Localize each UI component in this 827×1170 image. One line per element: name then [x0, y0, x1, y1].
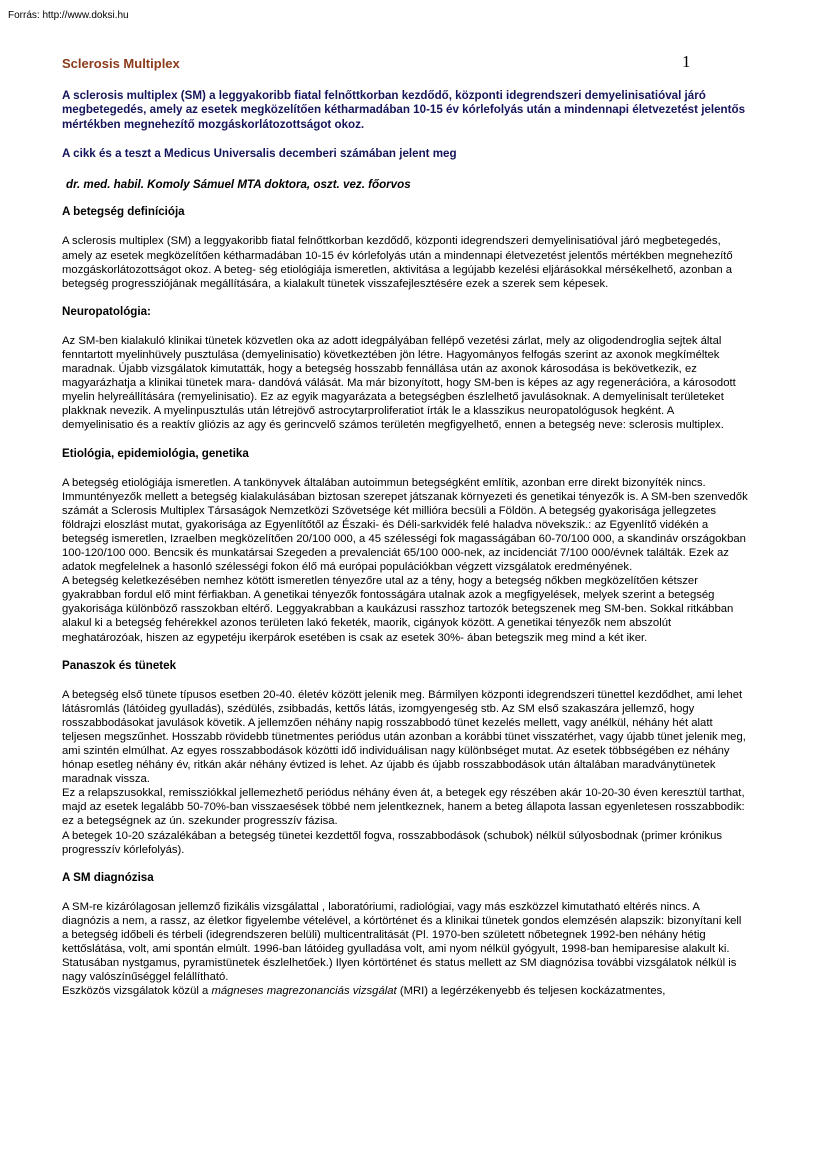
section-paragraph: Az SM-ben kialakuló klinikai tünetek közvetlen oka az adott idegpályában fellépő vezetési zárlat, mely az oligodendroglia sejtek által fenntartott myelinhüvely pusztulása (demyelinisatio) következtében jön létre. Hagyományos felfogás szerint az axonok megkíméltek maradnak. Újabb vizsgálatok kimutatták, hogy a betegség hosszabb fennállása után az axonok károsodása is bekövetkezik, ez magyarázhatja a klinikai tünetek mara- dandóvá válását. Ma már bizonyított, hogy SM-ben is képes az agy regenerációra, a károsodott myelin helyreállítására (remyelinisatio). Ez az egyik magyarázata a betegségben észlelhető javulásoknak. A demyelinisalt területeket plakknak nevezik. A myelinpusztulás után létrejövő astrocytarproliferatiot írták le a klasszikus neuropatológusok hegként. A demyelinisatio és a reaktív gliózis az agy és gerincvelő számos területén megfigyelhető, ennen a betegség neve: sclerosis multiplex. [62, 334, 736, 432]
page-number: 1 [682, 52, 691, 71]
section-paragraph: A betegség etiológiája ismeretlen. A tankönyvek általában autoimmun betegségként említik, azonban erre direkt bizonyíték nincs. Immuntényezők mellett a betegség kialakulásában biztosan szerepet játszanak környezeti és genetikai tényezők is. A SM-ben szenvedők számát a Sclerosis Multiplex Társaságok Nemzetközi Szövetsége két millióra becsüli a Földön. A betegség gyakorisága jellegzetes földrajzi eloszlást mutat, gyakorisága az Egyenlítőtől az Északi- és Déli-sarkvidék felé haladva növekszik.: az Egyenlítő vidékén a betegség ismeretlen, Izraelben megközelítően 20/100 000, a 45 szélességi fok magasságában 60-70/100 000, a skandináv országokban 100-120/100 000. Bencsik és munkatársai Szegeden a prevalenciát 65/100 000-nek, az incidenciát 7/100 000/évnek találták. Ezek az adatok megfelelnek a hasonló szélességi fokon élő má európai populációkban végzett vizsgálatok eredményének. [62, 476, 748, 574]
author-line: dr. med. habil. Komoly Sámuel MTA doktora, oszt. vez. főorvos [66, 178, 411, 192]
publication-notice: A cikk és a teszt a Medicus Universalis decemberi számában jelent meg [62, 146, 457, 160]
section-last-line [62, 984, 748, 998]
lead-paragraph: A sclerosis multiplex (SM) a leggyakoribb fiatal felnőttkorban kezdődő, központi idegrendszeri demyelinisatióval járó megbetegedés, amely az esetek megközelítően kétharmadában 10-15 év kórlefolyás után a mindennapi életvezetést jelentős mértékben megnehezítő mozgáskorlátozottságot okoz. [62, 89, 746, 131]
last-line-text: Eszközös vizsgálatok közül a [62, 985, 212, 998]
section-paragraph: A SM-re kizárólagosan jellemző fizikális vizsgálattal , laboratóriumi, radiológiai, vagy más eszközzel kimutatható eltérés nincs. A diagnózis a nem, a rassz, az életkor figyelembe vételével, a kórtörténet és a klinikai tünetek gondos elemzésén alapszik: bizonyítani kell a betegség időbeli és térbeli (idegrendszeren belüli) multicentralitását (Pl. 1970-ben született nőbetegnek 1992-ben néhány hétig kettőslátása, volt, ami spontán elmúlt. 1996-ban látóideg gyulladása volt, ami nyom nélkül gyógyult, 1998-ban hemiparesise alakult ki. Statusában nystgamus, pyramistünetek észlelhetőek.) Ilyen kórtörténet és status mellett az SM diagnózisa további vizsgálatok nélkül is nagy valószínűséggel felállítható. [62, 900, 742, 984]
section-definition [62, 205, 748, 290]
section-paragraph: A betegség első tünete típusos esetben 20-40. életév között jelenik meg. Bármilyen központi idegrendszeri tünettel kezdődhet, ami lehet látásromlás (látóideg gyulladás), szédülés, zsibbadás, kettős látás, izomgyengeség stb. Az SM első szakaszára jellemző, hogy rosszabbodásokat javulások követik. A jellemzően néhány napig rosszabbodó tünet kezelés mellett, vagy anélkül, néhány hét alatt teljesen megszűnhet. Hosszabb rövidebb tünetmentes periódus után azonban a korábbi tünet visszatérhet, vagy újabb tünet jelenik meg, ami szintén elmúlhat. Az egyes rosszabbodások közötti idő individuálisan nagy különbséget mutat. Az esetek többségében ez néhány hónap esetleg néhány év, ritkán akár néhány évtized is lehet. Az újabb és újabb rosszabbodások után általában maradványtünetek maradnak vissza. [62, 688, 746, 786]
source-line: Forrás: http://www.doksi.hu [8, 10, 129, 21]
section-symptoms [62, 659, 748, 857]
section-heading: A betegség definíciója [62, 205, 185, 219]
section-etiology [62, 447, 748, 645]
section-heading: Neuropatológia: [62, 304, 151, 318]
document-title: Sclerosis Multiplex [62, 56, 180, 71]
section-neuropathology [62, 305, 748, 433]
document-body [62, 56, 748, 998]
section-heading: A SM diagnózisa [62, 870, 154, 884]
last-line-text-end: (MRI) a legérzékenyebb és teljesen kockázatmentes, [396, 985, 666, 998]
section-paragraph: A betegek 10-20 százalékában a betegség tünetei kezdettől fogva, rosszabbodások (schubok) nélkül súlyosbodnak (primer krónikus progresszív kórlefolyás). [62, 829, 723, 856]
section-heading: Etiológia, epidemiológia, genetika [62, 446, 249, 460]
section-paragraph: A betegség keletkezésében nemhez kötött ismeretlen tényezőre utal az a tény, hogy a betegség nőkben megközelítően kétszer gyakrabban fordul elő mint férfiakban. A genetikai tényezők fontosságára utalnak azok a megfigyelések, melyek szerint a betegség gyakorisága különböző rasszokban eltérő. Leggyakrabban a kaukázusi rasszhoz tartozók betegszenek meg SM-ben. Sokkal ritkábban alakul ki a betegség fehérekkel azonos területen lakó feketék, maorik, cigányok között. A genetikai tényezők nem abszolút meghatározóak, hiszen az egypetéju ikerpárok esetében is csak az esetek 30%- ában betegszik meg mind a két iker. [62, 575, 734, 644]
section-paragraph: Ez a relapszusokkal, remissziókkal jellemezhető periódus néhány éven át, a betegek egy részében akár 10-20-30 éven keresztül tarthat, majd az esetek legalább 50-70%-ban visszaesések többé nem jelentkeznek, hanem a beteg állapota lassan egyenletesen rosszabbodik: ez a betegségnek az ún. szekunder progresszív fázisa. [62, 787, 745, 828]
section-heading: Panaszok és tünetek [62, 658, 177, 672]
last-line-italic-term: mágneses magrezonanciás vizsgálat [211, 985, 397, 998]
section-diagnosis [62, 871, 748, 999]
section-paragraph: A sclerosis multiplex (SM) a leggyakoribb fiatal felnőttkorban kezdődő, központi idegrendszeri demyelinisatióval járó megbetegedés, amely az esetek megközelítően kétharmadában 10-15 év kórlefolyás után a mindennapi életvezetést jelentős mértékben megnehezítő mozgáskorlátozottságot okoz. A beteg- ség etiológiája ismeretlen, aktivitása a legújabb kezelési eljárásokkal mérsékelhető, azonban a betegség progressziójának megállítására, a kialakult tünetek visszafejlesztésére ezek a szerek sem képesek. [62, 235, 733, 290]
